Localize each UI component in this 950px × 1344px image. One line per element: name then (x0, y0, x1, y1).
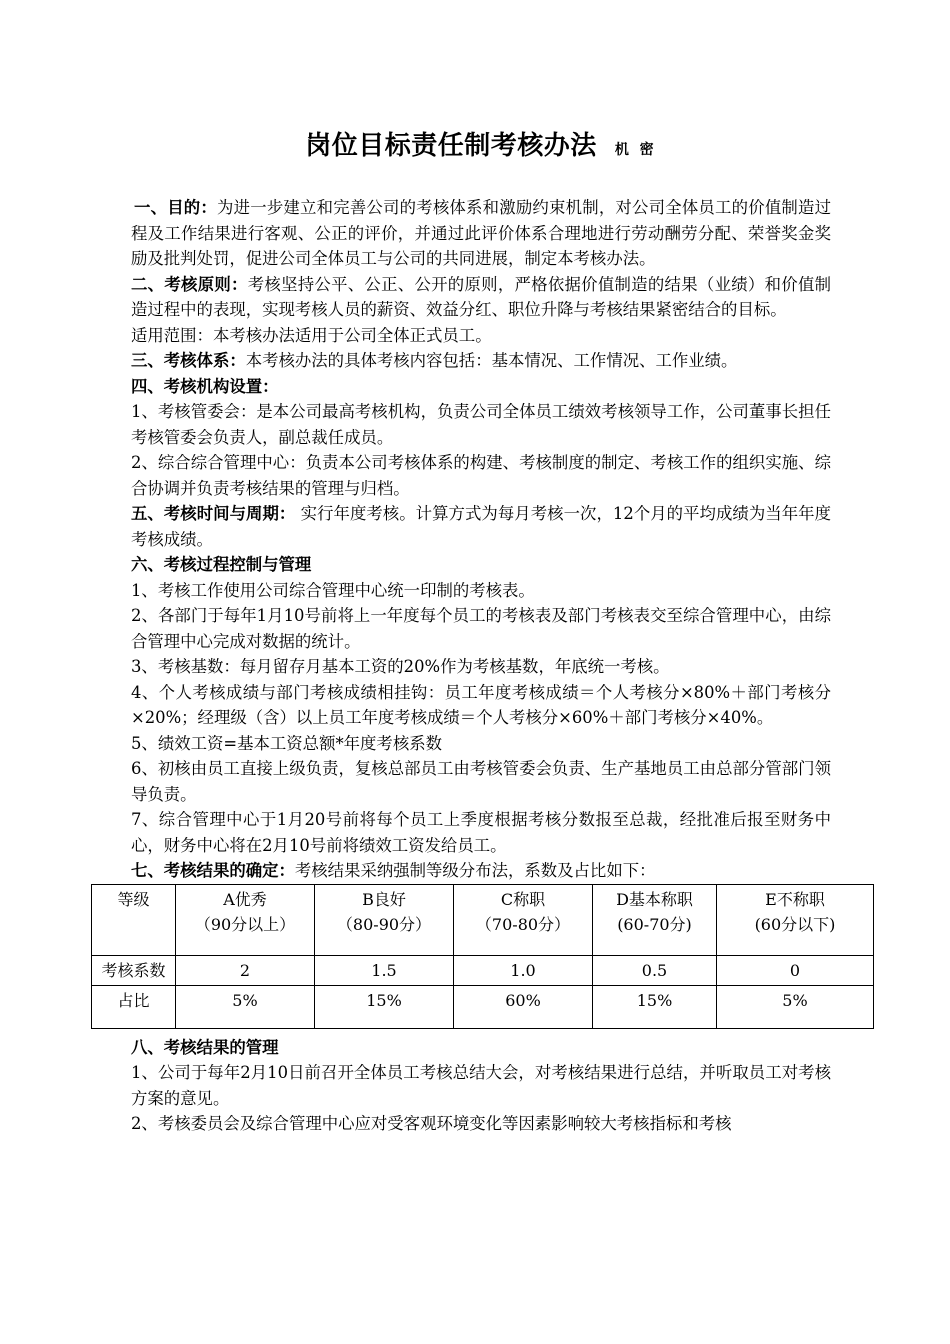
section-purpose (131, 195, 831, 272)
section-process-heading (131, 552, 831, 578)
table-row (92, 985, 874, 1028)
section-heading: 八、考核结果的管理 (131, 1037, 279, 1057)
section-text: 考核坚持公平、公正、公开的原则，严格依据价值制造的结果（业绩）和价值制造过程中的表现，实现考核人员的薪资、效益分红、职位升降与考核结果紧密结合的目标。 (131, 274, 832, 319)
list-item: 4、个人考核成绩与部门考核成绩相挂钩：员工年度考核成绩＝个人考核分×80%＋部门考核分×20%；经理级（含）以上员工年度考核成绩＝个人考核分×60%＋部门考核分×40%。 (131, 682, 831, 727)
section-system (131, 348, 831, 374)
document-page (101, 125, 836, 1137)
section-principles (131, 272, 831, 323)
table-header-cell: 等级 (92, 884, 176, 955)
table-cell: 占比 (92, 985, 176, 1028)
section-text: 为进一步建立和完善公司的考核体系和激励约束机制，对公司全体员工的价值制造过程及工作结果进行客观、公正的评价，并通过此评价体系合理地进行劳动酬劳分配、荣誉奖金奖励及批判处罚，促进公司全体员工与公司的共同进展，制定本考核办法。 (131, 198, 832, 268)
table-header-cell: B良好 （80-90分） (315, 884, 454, 955)
table-cell: 60% (454, 985, 593, 1028)
list-item: 1、考核工作使用公司综合管理中心统一印制的考核表。 (131, 580, 535, 600)
list-item: 6、初核由员工直接上级负责，复核总部员工由考核管委会负责、生产基地员工由总部分管部门领导负责。 (131, 759, 831, 804)
table-cell: 2 (176, 955, 315, 985)
list-item: 2、考核委员会及综合管理中心应对受客观环境变化等因素影响较大考核指标和考核 (131, 1114, 732, 1133)
table-cell: 5% (717, 985, 874, 1028)
section-heading: 五、考核时间与周期： (131, 504, 296, 523)
section-text: 实行年度考核。计算方式为每月考核一次，12个月的平均成绩为当年年度考核成绩。 (131, 504, 832, 549)
table-cell: 15% (593, 985, 717, 1028)
scope-paragraph: 适用范围：本考核办法适用于公司全体正式员工。 (131, 325, 492, 345)
section-heading: 七、考核结果的确定： (131, 861, 295, 880)
section-heading: 三、考核体系： (131, 351, 246, 370)
section-result-determination (131, 858, 831, 884)
section-organization-heading (131, 374, 831, 400)
document-title: 岗位目标责任制考核办法 (305, 131, 597, 161)
list-item: 2、综合综合管理中心：负责本公司考核体系的构建、考核制度的制定、考核工作的组织实施、综合协调并负责考核结果的管理与归档。 (131, 453, 831, 498)
table-cell: 1.5 (315, 955, 454, 985)
confidential-mark: 机 密 (614, 142, 657, 158)
table-header-cell: A优秀 （90分以上） (176, 884, 315, 955)
list-item: 1、公司于每年2月10日前召开全体员工考核总结大会，对考核结果进行总结，并听取员工对考核方案的意见。 (131, 1063, 831, 1108)
table-header-cell: D基本称职 (60-70分) (593, 884, 717, 955)
section-result-management-heading (131, 1035, 831, 1061)
table-cell: 0.5 (593, 955, 717, 985)
list-item: 1、考核管委会：是本公司最高考核机构，负责公司全体员工绩效考核领导工作，公司董事长担任考核管委会负责人，副总裁任成员。 (131, 402, 831, 447)
table-row (92, 955, 874, 985)
section-heading: 六、考核过程控制与管理 (131, 555, 312, 574)
list-item: 5、绩效工资=基本工资总额*年度考核系数 (131, 733, 442, 753)
table-cell: 考核系数 (92, 955, 176, 985)
table-cell: 15% (315, 985, 454, 1028)
section-period (131, 501, 831, 552)
table-header-cell: C称职 （70-80分） (454, 884, 593, 955)
table-cell: 1.0 (454, 955, 593, 985)
table-cell: 5% (176, 985, 315, 1028)
section-text: 本考核办法的具体考核内容包括：基本情况、工作情况、工作业绩。 (245, 351, 738, 370)
grade-table (91, 884, 874, 1029)
section-heading: 四、考核机构设置： (131, 376, 279, 396)
list-item: 7、综合管理中心于1月20号前将每个员工上季度根据考核分数报至总裁，经批准后报至财务中心，财务中心将在2月10号前将绩效工资发给员工。 (131, 810, 831, 855)
section-heading: 二、考核原则： (131, 274, 248, 294)
list-item: 3、考核基数：每月留存月基本工资的20%作为考核基数，年底统一考核。 (131, 657, 670, 676)
table-cell: 0 (717, 955, 874, 985)
table-header-row (92, 884, 874, 955)
section-text: 考核结果采纳强制等级分布法，系数及占比如下： (294, 861, 656, 880)
section-heading: 一、目的： (134, 198, 218, 217)
list-item: 2、各部门于每年1月10号前将上一年度每个员工的考核表及部门考核表交至综合管理中心，由综合管理中心完成对数据的统计。 (131, 606, 831, 651)
table-header-cell: E不称职 (60分以下) (717, 884, 874, 955)
title-row (131, 125, 831, 181)
